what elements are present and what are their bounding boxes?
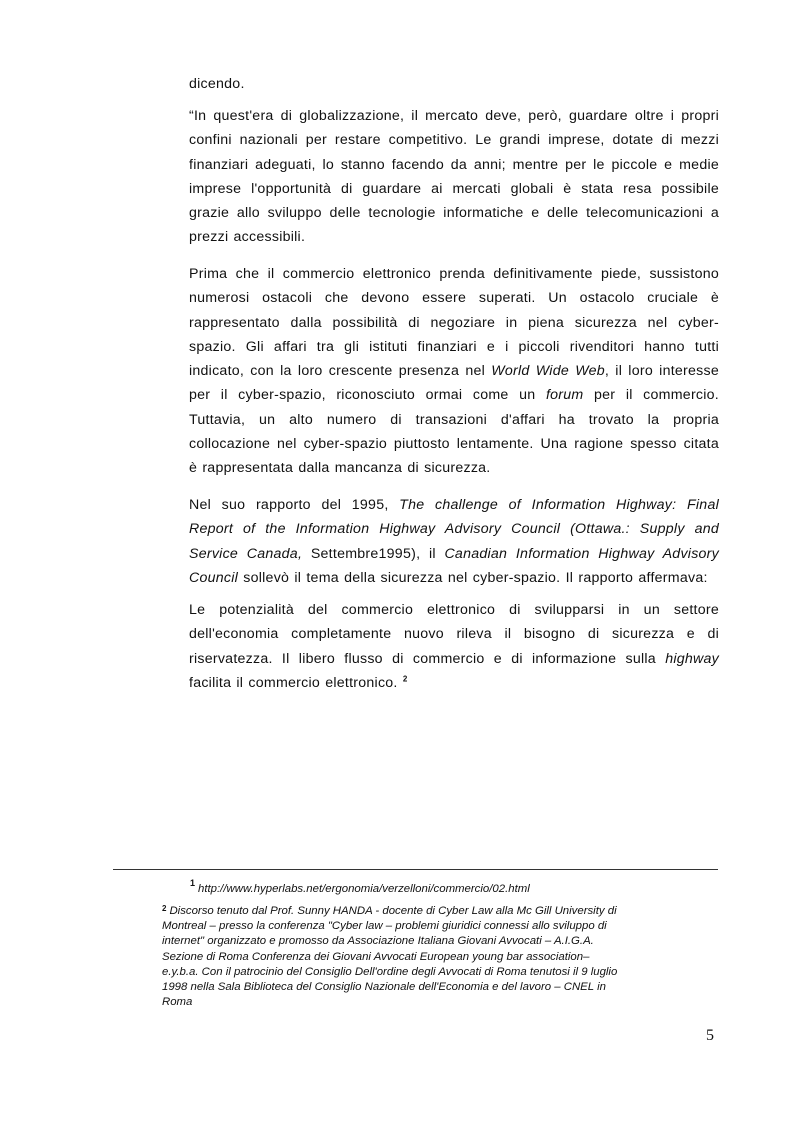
paragraph-report-1995 <box>189 493 719 590</box>
text-line: “In quest'era di globalizzazione, il mercato deve, però, guardare oltre i propri <box>189 108 719 124</box>
text-line: prezzi accessibili. <box>189 229 306 246</box>
text-line: Prima che il commercio elettronico prenda definitivamente piede, sussistono <box>189 266 719 282</box>
text-line: per il cyber-spazio, riconosciuto ormai come un forum per il commercio. <box>189 387 719 404</box>
footnote-separator <box>113 869 718 870</box>
text-line: Report of the Information Highway Advisory Council (Ottawa.: Supply and <box>189 521 719 538</box>
page-number: 5 <box>706 1027 714 1044</box>
text-line: finanziari adeguati, lo stanno facendo da anni; mentre per le piccole e medie <box>189 156 719 173</box>
text-line: Nel suo rapporto del 1995, The challenge of Information Highway: Final <box>189 497 719 513</box>
paragraph-obstacles <box>189 262 719 481</box>
footnote-1 <box>190 876 530 897</box>
paragraph-quote-globalization <box>189 104 719 250</box>
paragraph-intro <box>189 72 719 96</box>
footnote-line: e.y.b.a. Con il patrocinio del Consiglio Dell'ordine degli Avvocati di Roma tenutosi il 9 luglio <box>162 965 618 978</box>
text-line: Council sollevò il tema della sicurezza nel cyber-spazio. Il rapporto affermava: <box>189 569 708 586</box>
text-line: Le potenzialità del commercio elettronico di svilupparsi in un settore <box>189 602 719 618</box>
text-line: collocazione nel cyber-spazio piuttosto lentamente. Una ragione spesso citata <box>189 436 719 453</box>
text-line: numerosi ostacoli che devono essere superati. Un ostacolo cruciale è <box>189 290 719 307</box>
footnote-line: 1998 nella Sala Biblioteca del Consiglio Nazionale dell'Economia e del lavoro – CNEL in <box>162 981 606 994</box>
footnote-line: Roma <box>162 996 193 1009</box>
footnote-line: Montreal – presso la conferenza "Cyber law – problemi giuridici connessi allo sviluppo di <box>162 920 607 933</box>
footnote-ref-2[interactable]: 2 <box>402 674 408 684</box>
footnote-line: Sezione di Roma Conferenza dei Giovani Avvocati European young bar association– <box>162 950 590 963</box>
text-line: rappresentato dalla possibilità di negoziare in piena sicurezza nel cyber- <box>189 314 719 331</box>
footnote-2 <box>162 901 722 1010</box>
footnote-line: $^2$ Discorso tenuto dal Prof. Sunny HANDA - docente di Cyber Law alla Mc Gill University di <box>162 904 617 917</box>
text-line: indicato, con la loro crescente presenza nel World Wide Web, il loro interesse <box>189 363 720 380</box>
footnote-mark-1: 1 <box>190 878 196 888</box>
text-line: riservatezza. Il libero flusso di commercio e di informazione sulla highway <box>189 650 719 667</box>
footnote-line: internet" organizzato e promosso da Associazione Italiana Giovani Avvocati – A.I.G.A. <box>162 935 594 948</box>
text-line: spazio. Gli affari tra gli istituti finanziari e i piccoli rivenditori hanno tutti <box>189 338 719 355</box>
footnote-mark-2: 2 <box>162 904 167 913</box>
text-line: dicendo. <box>189 76 245 92</box>
footnote-1-link[interactable]: http://www.hyperlabs.net/ergonomia/verzelloni/commercio/02.html <box>198 883 530 895</box>
text-line: dell'economia completamente nuovo rileva il bisogno di sicurezza e di <box>189 626 719 643</box>
text-line: imprese l'opportunità di guardare ai mercati globali è stata resa possibile <box>189 180 719 197</box>
text-line: facilita il commercio elettronico. $^2$ <box>189 674 408 691</box>
text-line: è rappresentata dalla mancanza di sicurezza. <box>189 460 491 477</box>
text-line: confini nazionali per restare competitivo. Le grandi imprese, dotate di mezzi <box>189 132 719 149</box>
text-line: Service Canada, Settembre1995), il Canadian Information Highway Advisory <box>189 545 719 562</box>
text-line: Tuttavia, un alto numero di transazioni d'affari ha trovato la propria <box>189 411 719 428</box>
paragraph-report-quote <box>189 598 719 695</box>
text-line: grazie allo sviluppo delle tecnologie informatiche e delle telecomunicazioni a <box>189 205 719 222</box>
